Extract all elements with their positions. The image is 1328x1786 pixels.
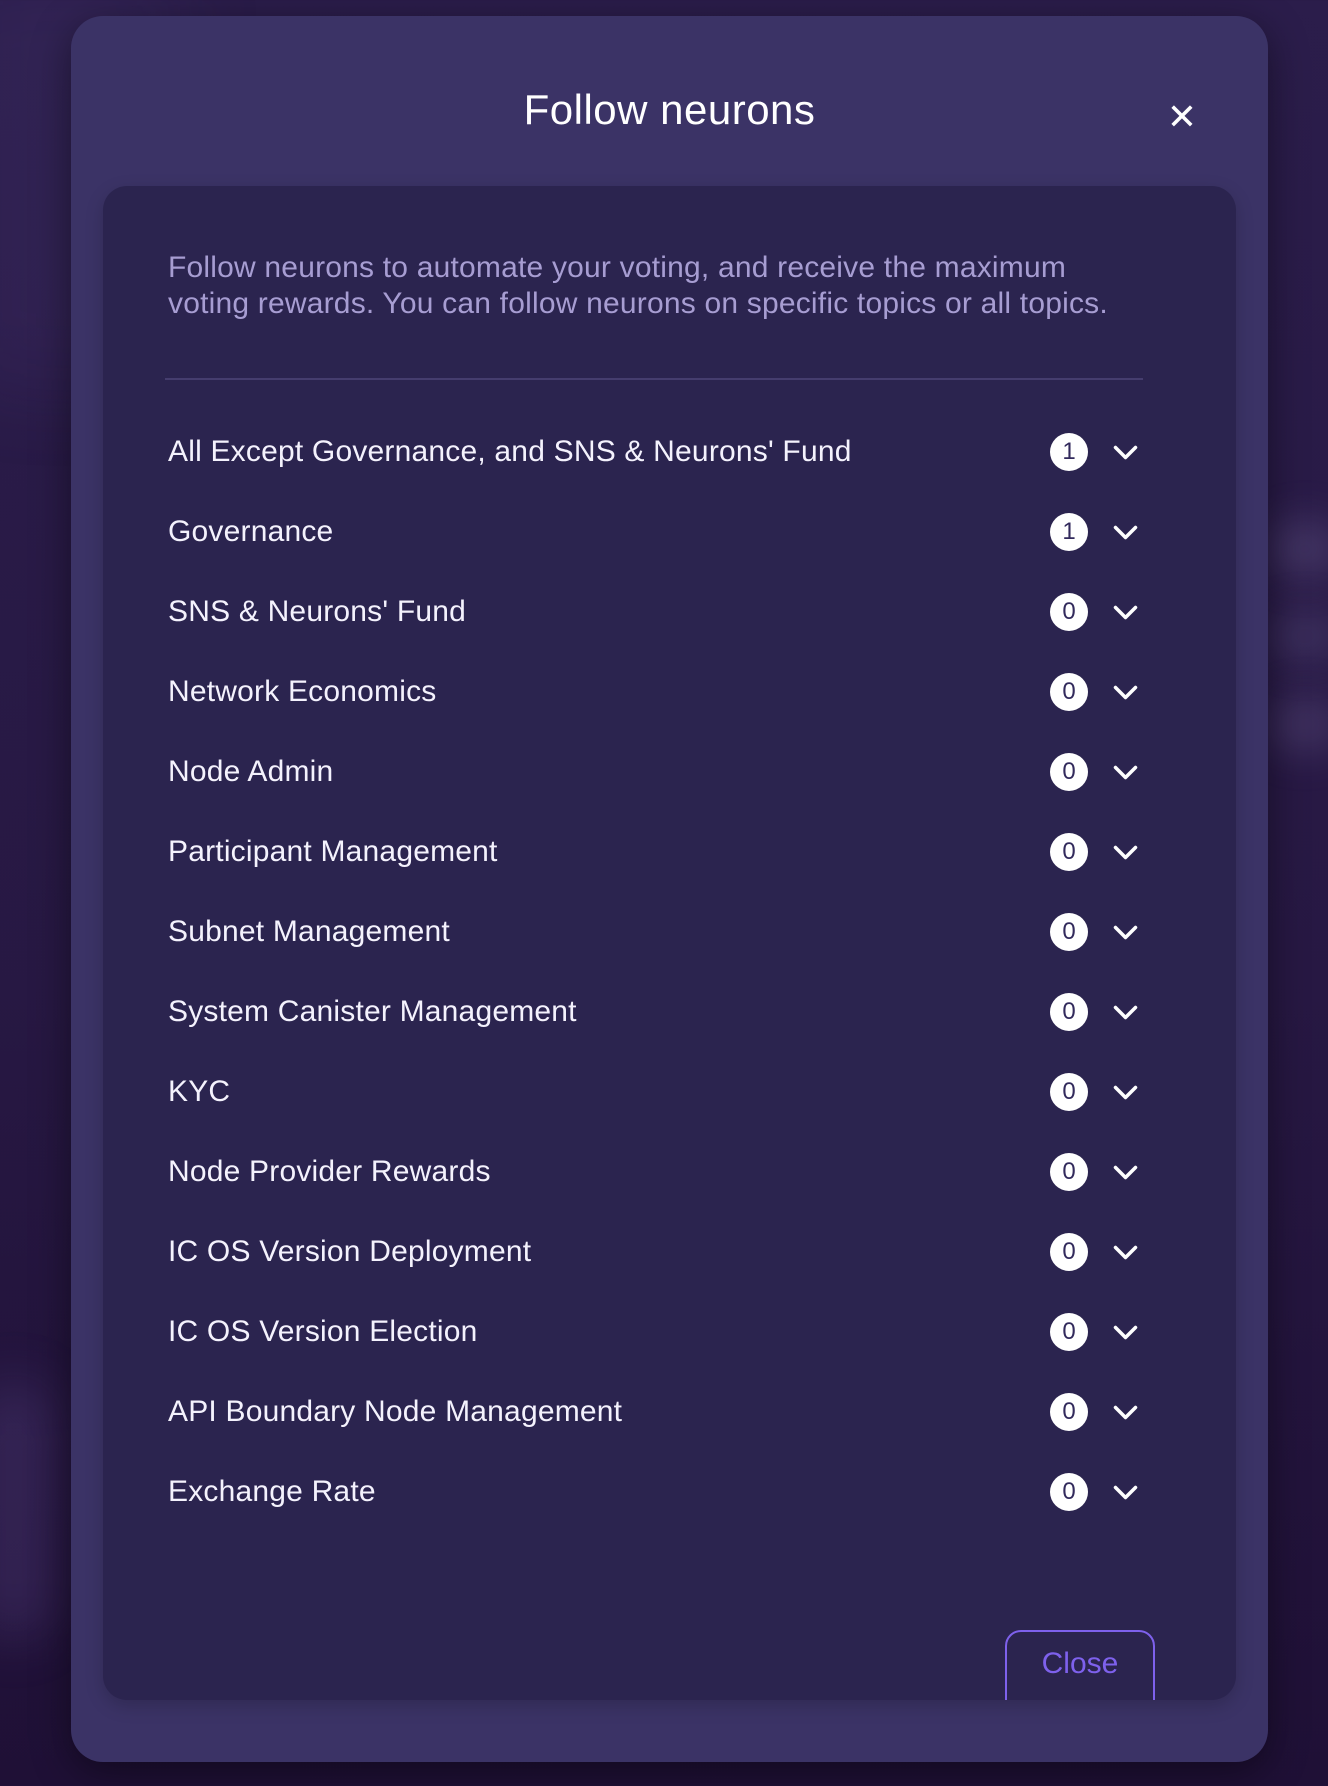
backdrop-blur-blob	[1268, 696, 1328, 752]
backdrop-blur-blob	[1268, 520, 1328, 578]
expand-topic-button[interactable]	[1108, 1480, 1143, 1505]
topic-label: IC OS Version Election	[168, 1315, 478, 1348]
chevron-down-icon	[1112, 524, 1139, 541]
topic-label: API Boundary Node Management	[168, 1395, 623, 1428]
topic-row	[168, 492, 1143, 572]
topic-controls	[1050, 593, 1143, 631]
topic-label: KYC	[168, 1075, 231, 1108]
followee-count-badge: 0	[1050, 993, 1088, 1031]
expand-topic-button[interactable]	[1108, 840, 1143, 865]
chevron-down-icon	[1112, 684, 1139, 701]
topic-controls	[1050, 1393, 1143, 1431]
followee-count-badge: 1	[1050, 433, 1088, 471]
topic-controls	[1050, 433, 1143, 471]
close-button[interactable]: Close	[1005, 1630, 1155, 1700]
expand-topic-button[interactable]	[1108, 440, 1143, 465]
expand-topic-button[interactable]	[1108, 1320, 1143, 1345]
followee-count-badge: 0	[1050, 593, 1088, 631]
topic-row	[168, 1292, 1143, 1372]
topic-row	[168, 412, 1143, 492]
followee-count-badge: 0	[1050, 1233, 1088, 1271]
expand-topic-button[interactable]	[1108, 1400, 1143, 1425]
chevron-down-icon	[1112, 1324, 1139, 1341]
followee-count-badge: 0	[1050, 1473, 1088, 1511]
followee-count-badge: 0	[1050, 1393, 1088, 1431]
topic-row	[168, 972, 1143, 1052]
close-icon[interactable]: ✕	[1160, 96, 1204, 140]
chevron-down-icon	[1112, 1004, 1139, 1021]
topic-row	[168, 1052, 1143, 1132]
topic-row	[168, 1372, 1143, 1452]
chevron-down-icon	[1112, 1164, 1139, 1181]
expand-topic-button[interactable]	[1108, 1000, 1143, 1025]
topic-label: Subnet Management	[168, 915, 450, 948]
topic-label: Node Provider Rewards	[168, 1155, 491, 1188]
topic-row	[168, 1132, 1143, 1212]
backdrop-blur-blob	[0, 1380, 54, 1640]
topic-label: Exchange Rate	[168, 1475, 376, 1508]
backdrop-blur-blob	[1268, 610, 1328, 662]
followee-count-badge: 0	[1050, 913, 1088, 951]
topic-label: All Except Governance, and SNS & Neurons' Fund	[168, 435, 852, 468]
topic-controls	[1050, 1073, 1143, 1111]
topic-row	[168, 892, 1143, 972]
chevron-down-icon	[1112, 764, 1139, 781]
topic-controls	[1050, 913, 1143, 951]
followee-count-badge: 0	[1050, 673, 1088, 711]
chevron-down-icon	[1112, 1484, 1139, 1501]
topic-controls	[1050, 833, 1143, 871]
topic-label: Network Economics	[168, 675, 437, 708]
followee-count-badge: 0	[1050, 1313, 1088, 1351]
topic-row	[168, 572, 1143, 652]
topic-row	[168, 1452, 1143, 1532]
modal-title: Follow neurons	[523, 86, 816, 133]
followee-count-badge: 0	[1050, 1073, 1088, 1111]
topic-label: Node Admin	[168, 755, 334, 788]
topic-label: IC OS Version Deployment	[168, 1235, 532, 1268]
divider	[165, 378, 1143, 380]
chevron-down-icon	[1112, 844, 1139, 861]
followee-count-badge: 0	[1050, 833, 1088, 871]
topic-controls	[1050, 753, 1143, 791]
topic-controls	[1050, 673, 1143, 711]
expand-topic-button[interactable]	[1108, 520, 1143, 545]
topic-controls	[1050, 1473, 1143, 1511]
followee-count-badge: 1	[1050, 513, 1088, 551]
topic-row	[168, 812, 1143, 892]
followee-count-badge: 0	[1050, 753, 1088, 791]
modal-header	[71, 16, 1268, 186]
topic-row	[168, 1212, 1143, 1292]
topic-controls	[1050, 993, 1143, 1031]
chevron-down-icon	[1112, 1404, 1139, 1421]
topic-row	[168, 732, 1143, 812]
chevron-down-icon	[1112, 1084, 1139, 1101]
expand-topic-button[interactable]	[1108, 920, 1143, 945]
topic-label: SNS & Neurons' Fund	[168, 595, 466, 628]
expand-topic-button[interactable]	[1108, 600, 1143, 625]
expand-topic-button[interactable]	[1108, 760, 1143, 785]
topic-controls	[1050, 513, 1143, 551]
topic-label: Governance	[168, 515, 334, 548]
topic-label: Participant Management	[168, 835, 498, 868]
follow-neurons-modal	[71, 16, 1268, 1762]
chevron-down-icon	[1112, 604, 1139, 621]
modal-content-card	[103, 186, 1236, 1700]
expand-topic-button[interactable]	[1108, 1160, 1143, 1185]
chevron-down-icon	[1112, 444, 1139, 461]
topic-label: System Canister Management	[168, 995, 577, 1028]
expand-topic-button[interactable]	[1108, 680, 1143, 705]
topic-controls	[1050, 1153, 1143, 1191]
topic-controls	[1050, 1313, 1143, 1351]
chevron-down-icon	[1112, 924, 1139, 941]
chevron-down-icon	[1112, 1244, 1139, 1261]
topic-controls	[1050, 1233, 1143, 1271]
followee-count-badge: 0	[1050, 1153, 1088, 1191]
topics-list	[168, 412, 1143, 1532]
topic-row	[168, 652, 1143, 732]
expand-topic-button[interactable]	[1108, 1080, 1143, 1105]
modal-description: Follow neurons to automate your voting, and receive the maximum voting rewards. You can follow neurons on specific topics or all topics.	[168, 251, 1108, 320]
expand-topic-button[interactable]	[1108, 1240, 1143, 1265]
